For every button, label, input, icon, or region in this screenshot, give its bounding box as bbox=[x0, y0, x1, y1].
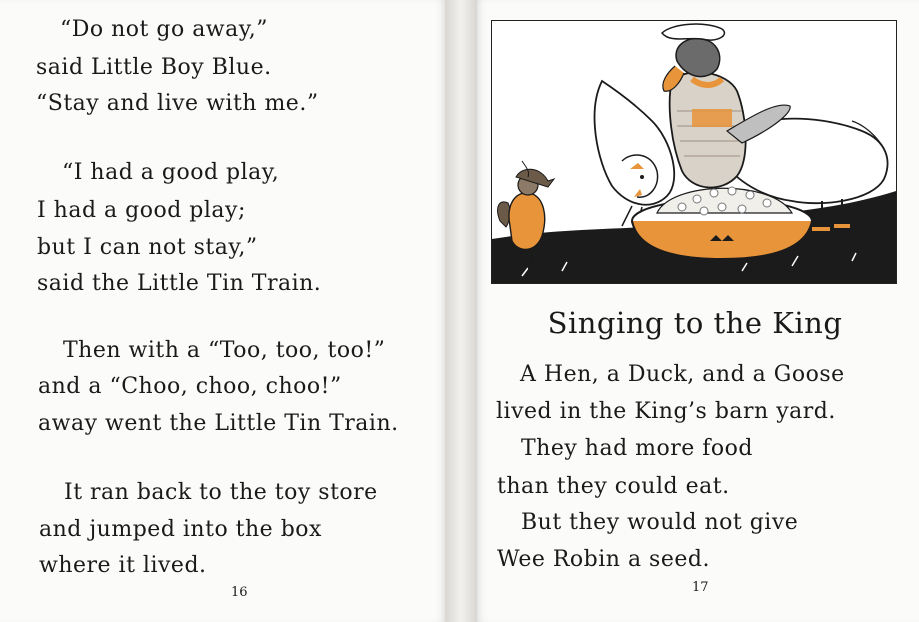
text-line: “Stay and live with me.” bbox=[36, 91, 319, 116]
text-line: Then with a “Too, too, too!” bbox=[63, 338, 386, 363]
page-number: 16 bbox=[231, 585, 248, 600]
text-line: A Hen, a Duck, and a Goose bbox=[520, 362, 845, 387]
text-line: It ran back to the toy store bbox=[64, 480, 378, 505]
text-line: lived in the King’s barn yard. bbox=[496, 399, 836, 424]
text-line: but I can not stay,” bbox=[37, 235, 258, 260]
page-heading: Singing to the King bbox=[547, 306, 843, 340]
page-number: 17 bbox=[692, 580, 709, 595]
illustration bbox=[491, 20, 897, 284]
text-line: I had a good play; bbox=[37, 198, 246, 223]
text-line: They had more food bbox=[521, 436, 753, 461]
text-line: “Do not go away,” bbox=[60, 17, 269, 42]
text-line: said Little Boy Blue. bbox=[36, 55, 272, 80]
text-line: said the Little Tin Train. bbox=[37, 271, 322, 296]
text-line: and a “Choo, choo, choo!” bbox=[38, 374, 342, 399]
text-line: away went the Little Tin Train. bbox=[38, 411, 399, 436]
text-line: than they could eat. bbox=[497, 474, 730, 499]
text-line: “I had a good play, bbox=[62, 160, 280, 185]
text-line: where it lived. bbox=[39, 553, 207, 578]
book-gutter bbox=[445, 0, 477, 622]
text-line: Wee Robin a seed. bbox=[497, 547, 710, 572]
text-line: But they would not give bbox=[521, 510, 799, 535]
text-line: and jumped into the box bbox=[39, 517, 322, 542]
